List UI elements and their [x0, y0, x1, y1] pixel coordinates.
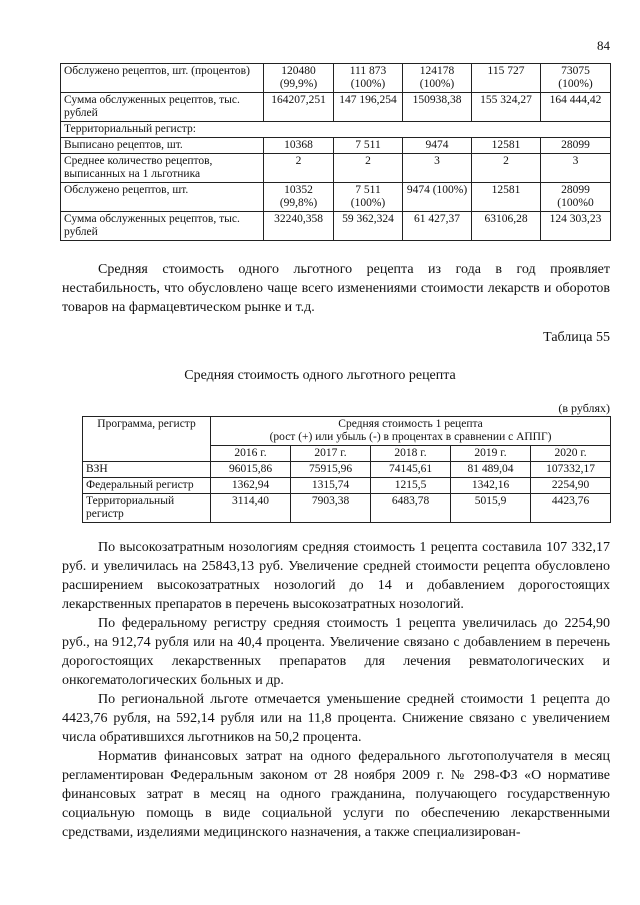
table-cell: 61 427,37	[403, 212, 472, 241]
table-cell: 164 444,42	[541, 93, 611, 122]
table-cell: 28099 (100%0	[541, 183, 611, 212]
table-cell: 5015,9	[451, 494, 531, 523]
table-cell: 10368	[264, 138, 334, 154]
table-cell: 2	[334, 154, 403, 183]
paragraph-price-instability: Средняя стоимость одного льготного рецепта из года в год проявляет нестабильность, что обусловлено чаще всего изменениями стоимости лекарств и оборотов товаров на фармацевтическом рынке и т.д.	[62, 262, 610, 315]
header-average-cost-main: Средняя стоимость 1 рецепта	[338, 418, 483, 430]
table-cell: 32240,358	[264, 212, 334, 241]
row-label: ВЗН	[83, 462, 211, 478]
table-cell: 124 303,23	[541, 212, 611, 241]
table-cell: 96015,86	[211, 462, 291, 478]
year-header: 2018 г.	[371, 446, 451, 462]
table-row	[61, 93, 611, 122]
table-cell: 28099	[541, 138, 611, 154]
table-cell: 59 362,324	[334, 212, 403, 241]
table-cell: 1315,74	[291, 478, 371, 494]
header-average-cost-sub: (рост (+) или убыль (-) в процентах в сравнении с АППГ)	[269, 431, 552, 443]
table-cell: 6483,78	[371, 494, 451, 523]
table-cell: 150938,38	[403, 93, 472, 122]
table-row	[61, 138, 611, 154]
table-cell: 7 511	[334, 138, 403, 154]
paragraph-regional-benefit: По региональной льготе отмечается уменьшение средней стоимости 1 рецепта до 4423,76 рубля, на 592,14 рубля или на 11,8 процента. Снижение связано с увеличением числа обратившихся льготников на 50,2 процента.	[62, 692, 610, 745]
table-row	[61, 154, 611, 183]
table-row	[61, 183, 611, 212]
page-number: 84	[597, 38, 610, 53]
table-cell: 2	[472, 154, 541, 183]
row-label: Территориальный регистр:	[61, 122, 611, 138]
table-row	[83, 494, 611, 523]
header-average-cost	[211, 417, 611, 446]
table-cell: 1362,94	[211, 478, 291, 494]
paragraph-vzn: По высокозатратным нозологиям средняя стоимость 1 рецепта составила 107 332,17 руб. и увеличилась на 25843,13 руб. Увеличение средней стоимости рецепта обусловлено расширением высокозатратных нозологий до 14 и добавлением дорогостоящих лекарственных препаратов в перечень высокозатратных нозологий.	[62, 540, 610, 612]
table-cell: 63106,28	[472, 212, 541, 241]
table-cell: 7903,38	[291, 494, 371, 523]
table-cell: 124178 (100%)	[403, 64, 472, 93]
paragraph-federal-register: По федеральному регистру средняя стоимость 1 рецепта увеличилась до 2254,90 руб., на 912,74 рубля или на 40,4 процента. Увеличение связано с добавлением в перечень дорогостоящих лекарственных препаратов для лечения ревматологических и онкогематологических больных и др.	[62, 616, 610, 688]
table-cell: 3	[541, 154, 611, 183]
table-cell: 74145,61	[371, 462, 451, 478]
table-cell: 147 196,254	[334, 93, 403, 122]
paragraph-financial-norm: Норматив финансовых затрат на одного федерального льготополучателя в месяц регламентирован Федеральным законом от 28 ноября 2009 г. № 298-ФЗ «О нормативе финансовых затрат в месяц на одного гражданина, получающего государственную социальную помощь в виде социальной услуги по обеспечению лекарственными средствами, изделиями медицинского назначения, а также специализирован-	[62, 749, 610, 840]
analysis-paragraphs	[62, 538, 610, 842]
row-label: Обслужено рецептов, шт. (процентов)	[61, 64, 264, 93]
table-title: Средняя стоимость одного льготного рецепта	[184, 368, 456, 383]
table-cell: 75915,96	[291, 462, 371, 478]
header-program-register: Программа, регистр	[83, 417, 211, 462]
table-cell: 73075 (100%)	[541, 64, 611, 93]
row-label: Среднее количество рецептов, выписанных на 1 льготника	[61, 154, 264, 183]
table-cell: 155 324,27	[472, 93, 541, 122]
row-label: Территориальный регистр	[83, 494, 211, 523]
table-cell: 2254,90	[531, 478, 611, 494]
row-label: Сумма обслуженных рецептов, тыс. рублей	[61, 212, 264, 241]
table-cell: 9474 (100%)	[403, 183, 472, 212]
year-header: 2017 г.	[291, 446, 371, 462]
table-row	[83, 462, 611, 478]
statistics-table-continued	[60, 63, 611, 241]
year-header: 2020 г.	[531, 446, 611, 462]
units-note: (в рублях)	[558, 401, 610, 415]
table-cell: 164207,251	[264, 93, 334, 122]
table-row	[61, 122, 611, 138]
table-cell: 120480 (99,9%)	[264, 64, 334, 93]
table-cell: 115 727	[472, 64, 541, 93]
table-cell: 111 873 (100%)	[334, 64, 403, 93]
table-row	[61, 212, 611, 241]
year-header: 2016 г.	[211, 446, 291, 462]
table-row	[61, 64, 611, 93]
table-cell: 10352 (99,8%)	[264, 183, 334, 212]
year-header: 2019 г.	[451, 446, 531, 462]
row-label: Обслужено рецептов, шт.	[61, 183, 264, 212]
table-cell: 4423,76	[531, 494, 611, 523]
table-cell: 2	[264, 154, 334, 183]
row-label: Федеральный регистр	[83, 478, 211, 494]
table-cell: 9474	[403, 138, 472, 154]
table-cell: 12581	[472, 183, 541, 212]
table-cell: 3114,40	[211, 494, 291, 523]
row-label: Сумма обслуженных рецептов, тыс. рублей	[61, 93, 264, 122]
table-cell: 3	[403, 154, 472, 183]
row-label: Выписано рецептов, шт.	[61, 138, 264, 154]
table-cell: 81 489,04	[451, 462, 531, 478]
table-cell: 1342,16	[451, 478, 531, 494]
table-cell: 1215,5	[371, 478, 451, 494]
table-row	[83, 478, 611, 494]
table-cell: 107332,17	[531, 462, 611, 478]
average-recipe-cost-table	[82, 416, 611, 523]
table-cell: 7 511 (100%)	[334, 183, 403, 212]
table-caption: Таблица 55	[543, 330, 610, 345]
table-cell: 12581	[472, 138, 541, 154]
